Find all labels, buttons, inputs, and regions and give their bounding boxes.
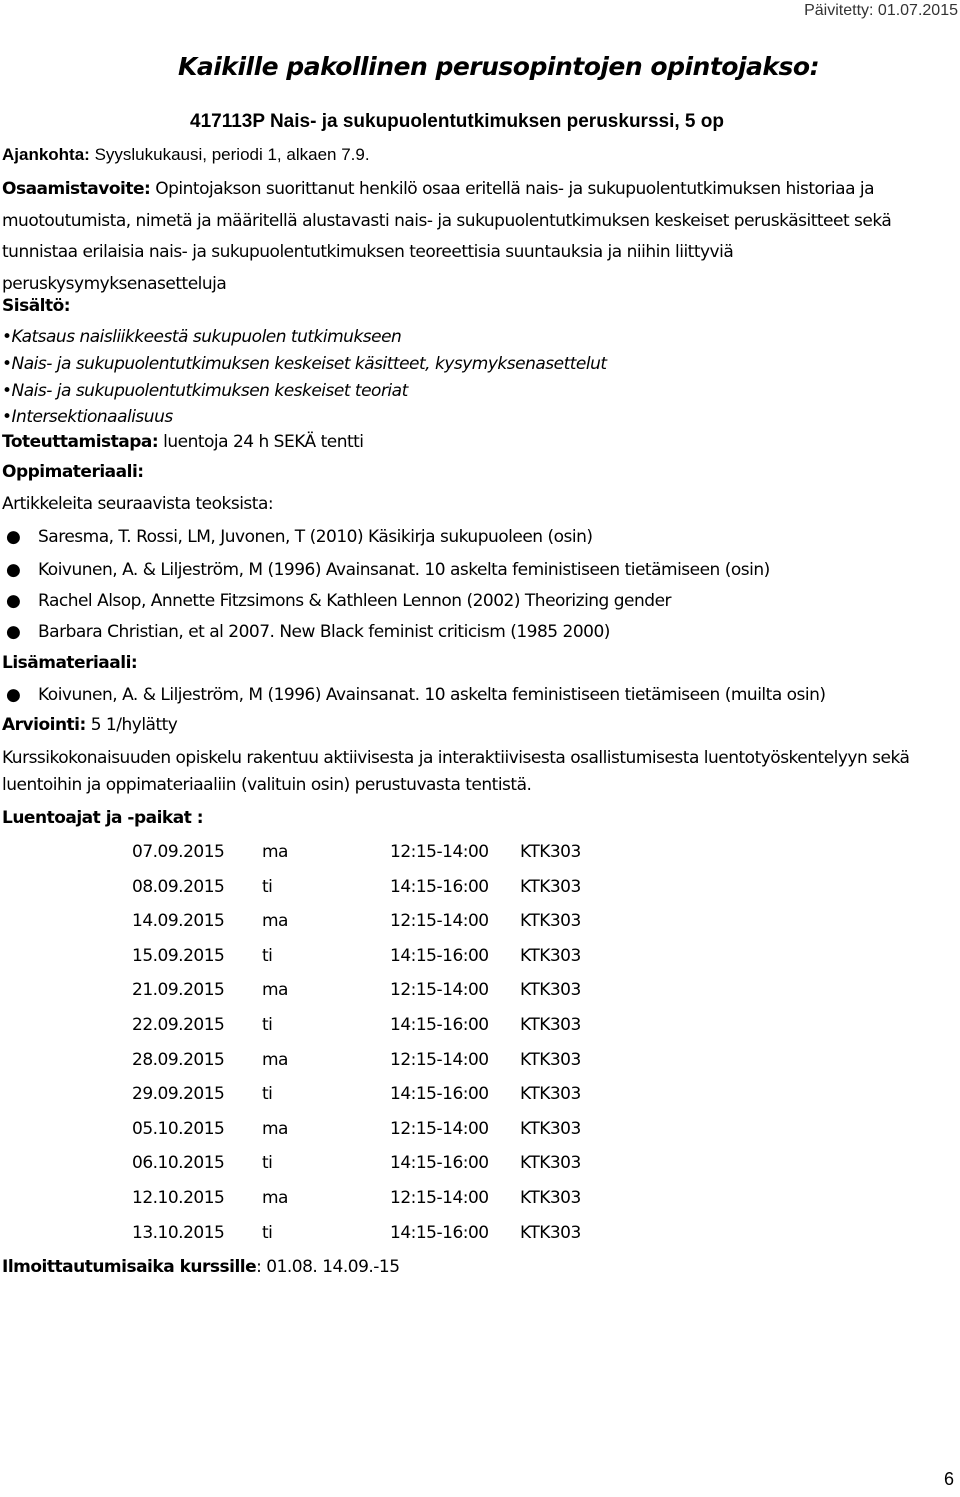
goals-text: Opintojakson suorittanut henkilö osaa eritellä nais- ja sukupuolentutkimuksen historiaa ja muotoutumista, nimetä ja määritellä alustavasti nais- ja sukupuolentutkimuksen keskeiset peruskäsitteet sekä tunnistaa erilaisia nais- ja sukupuolentutkimuksen teoreettisia suuntauksia ja niihin liittyviä peruskysymyksenasetteluja bbox=[2, 179, 892, 294]
lecture-room: KTK303 bbox=[520, 1119, 581, 1139]
updated-date: Päivitetty: 01.07.2015 bbox=[804, 2, 958, 19]
lecture-date: 14.09.2015 bbox=[132, 911, 225, 931]
lecture-date: 29.09.2015 bbox=[132, 1084, 225, 1104]
table-row bbox=[0, 946, 960, 970]
lecture-date: 21.09.2015 bbox=[132, 980, 225, 1000]
lecture-day: ma bbox=[262, 980, 288, 1000]
content-item: •Nais- ja sukupuolentutkimuksen keskeiset teoriat bbox=[2, 381, 408, 401]
table-row bbox=[0, 1188, 960, 1212]
lecture-time: 12:15-14:00 bbox=[390, 1188, 489, 1208]
lecture-time: 14:15-16:00 bbox=[390, 1153, 489, 1173]
lecture-time: 12:15-14:00 bbox=[390, 1050, 489, 1070]
content-item: •Intersektionaalisuus bbox=[2, 407, 173, 427]
table-row bbox=[0, 877, 960, 901]
section-heading: Kaikille pakollinen perusopintojen opintojakso: bbox=[178, 52, 820, 81]
lecture-room: KTK303 bbox=[520, 1223, 581, 1243]
grading-value: 5 1/hylätty bbox=[85, 715, 178, 735]
bullet-icon: ● bbox=[6, 685, 21, 705]
bullet-icon: ● bbox=[6, 591, 21, 611]
lecture-date: 28.09.2015 bbox=[132, 1050, 225, 1070]
materials-label: Oppimateriaali: bbox=[2, 462, 144, 482]
grading-line bbox=[2, 715, 177, 735]
lecture-day: ma bbox=[262, 1050, 288, 1070]
lecture-room: KTK303 bbox=[520, 980, 581, 1000]
timing-line bbox=[2, 145, 370, 165]
method-value: luentoja 24 h SEKÄ tentti bbox=[158, 432, 364, 452]
lecture-date: 06.10.2015 bbox=[132, 1153, 225, 1173]
bullet-icon: ● bbox=[6, 622, 21, 642]
lecture-day: ti bbox=[262, 877, 273, 897]
lecture-room: KTK303 bbox=[520, 946, 581, 966]
lecture-date: 12.10.2015 bbox=[132, 1188, 225, 1208]
lecture-room: KTK303 bbox=[520, 1015, 581, 1035]
registration-value: : 01.08. 14.09.-15 bbox=[256, 1257, 400, 1277]
table-row bbox=[0, 1153, 960, 1177]
lecture-day: ti bbox=[262, 1153, 273, 1173]
lecture-day: ma bbox=[262, 1119, 288, 1139]
goals-label: Osaamistavoite: bbox=[2, 179, 151, 199]
lecture-day: ma bbox=[262, 1188, 288, 1208]
lecture-time: 12:15-14:00 bbox=[390, 911, 489, 931]
timing-value: Syyslukukausi, periodi 1, alkaen 7.9. bbox=[89, 145, 370, 164]
lecture-date: 07.09.2015 bbox=[132, 842, 225, 862]
lecture-time: 14:15-16:00 bbox=[390, 1223, 489, 1243]
lecture-day: ti bbox=[262, 1084, 273, 1104]
registration-label: Ilmoittautumisaika kurssille bbox=[2, 1257, 257, 1277]
lecture-time: 12:15-14:00 bbox=[390, 842, 489, 862]
lecture-time: 14:15-16:00 bbox=[390, 877, 489, 897]
lecture-day: ti bbox=[262, 1223, 273, 1243]
lecture-date: 05.10.2015 bbox=[132, 1119, 225, 1139]
lecture-date: 22.09.2015 bbox=[132, 1015, 225, 1035]
lecture-time: 12:15-14:00 bbox=[390, 980, 489, 1000]
table-row bbox=[0, 1050, 960, 1074]
table-row bbox=[0, 842, 960, 866]
lecture-room: KTK303 bbox=[520, 1050, 581, 1070]
table-row bbox=[0, 1084, 960, 1108]
lecture-time: 14:15-16:00 bbox=[390, 1015, 489, 1035]
table-row bbox=[0, 911, 960, 935]
lecture-time: 12:15-14:00 bbox=[390, 1119, 489, 1139]
lecture-room: KTK303 bbox=[520, 1188, 581, 1208]
lecture-day: ti bbox=[262, 946, 273, 966]
registration-line bbox=[2, 1257, 400, 1277]
table-row bbox=[0, 980, 960, 1004]
lecture-day: ma bbox=[262, 911, 288, 931]
table-row bbox=[0, 1015, 960, 1039]
lecture-room: KTK303 bbox=[520, 1153, 581, 1173]
grading-label: Arviointi: bbox=[2, 715, 86, 735]
lecture-room: KTK303 bbox=[520, 1084, 581, 1104]
lecture-day: ti bbox=[262, 1015, 273, 1035]
lecture-date: 13.10.2015 bbox=[132, 1223, 225, 1243]
materials-intro: Artikkeleita seuraavista teoksista: bbox=[2, 494, 274, 514]
learning-goals bbox=[2, 174, 957, 300]
lectures-label: Luentoajat ja -paikat : bbox=[2, 808, 204, 828]
lecture-date: 08.09.2015 bbox=[132, 877, 225, 897]
lecture-time: 14:15-16:00 bbox=[390, 946, 489, 966]
lecture-time: 14:15-16:00 bbox=[390, 1084, 489, 1104]
bullet-icon: ● bbox=[6, 560, 21, 580]
course-description: Kurssikokonaisuuden opiskelu rakentuu aktiivisesta ja interaktiivisesta osallistumisesta luentotyöskentelyyn sekä luentoihin ja oppimateriaaliin (valituin osin) perustuvasta tentistä. bbox=[2, 748, 910, 795]
lecture-room: KTK303 bbox=[520, 877, 581, 897]
lecture-room: KTK303 bbox=[520, 842, 581, 862]
table-row bbox=[0, 1119, 960, 1143]
contents-label: Sisältö: bbox=[2, 296, 71, 316]
bullet-icon: ● bbox=[6, 527, 21, 547]
timing-label: Ajankohta: bbox=[2, 145, 90, 164]
lecture-date: 15.09.2015 bbox=[132, 946, 225, 966]
lecture-room: KTK303 bbox=[520, 911, 581, 931]
content-item: •Nais- ja sukupuolentutkimuksen keskeiset käsitteet, kysymyksenasettelut bbox=[2, 354, 607, 374]
lecture-day: ma bbox=[262, 842, 288, 862]
method-label: Toteuttamistapa: bbox=[2, 432, 159, 452]
table-row bbox=[0, 1223, 960, 1247]
page-number: 6 bbox=[943, 1469, 954, 1489]
content-item: •Katsaus naisliikkeestä sukupuolen tutkimukseen bbox=[2, 327, 402, 347]
extra-materials-label: Lisämateriaali: bbox=[2, 653, 138, 673]
method-line bbox=[2, 432, 364, 452]
course-title: 417113P Nais- ja sukupuolentutkimuksen peruskurssi, 5 op bbox=[190, 111, 724, 132]
